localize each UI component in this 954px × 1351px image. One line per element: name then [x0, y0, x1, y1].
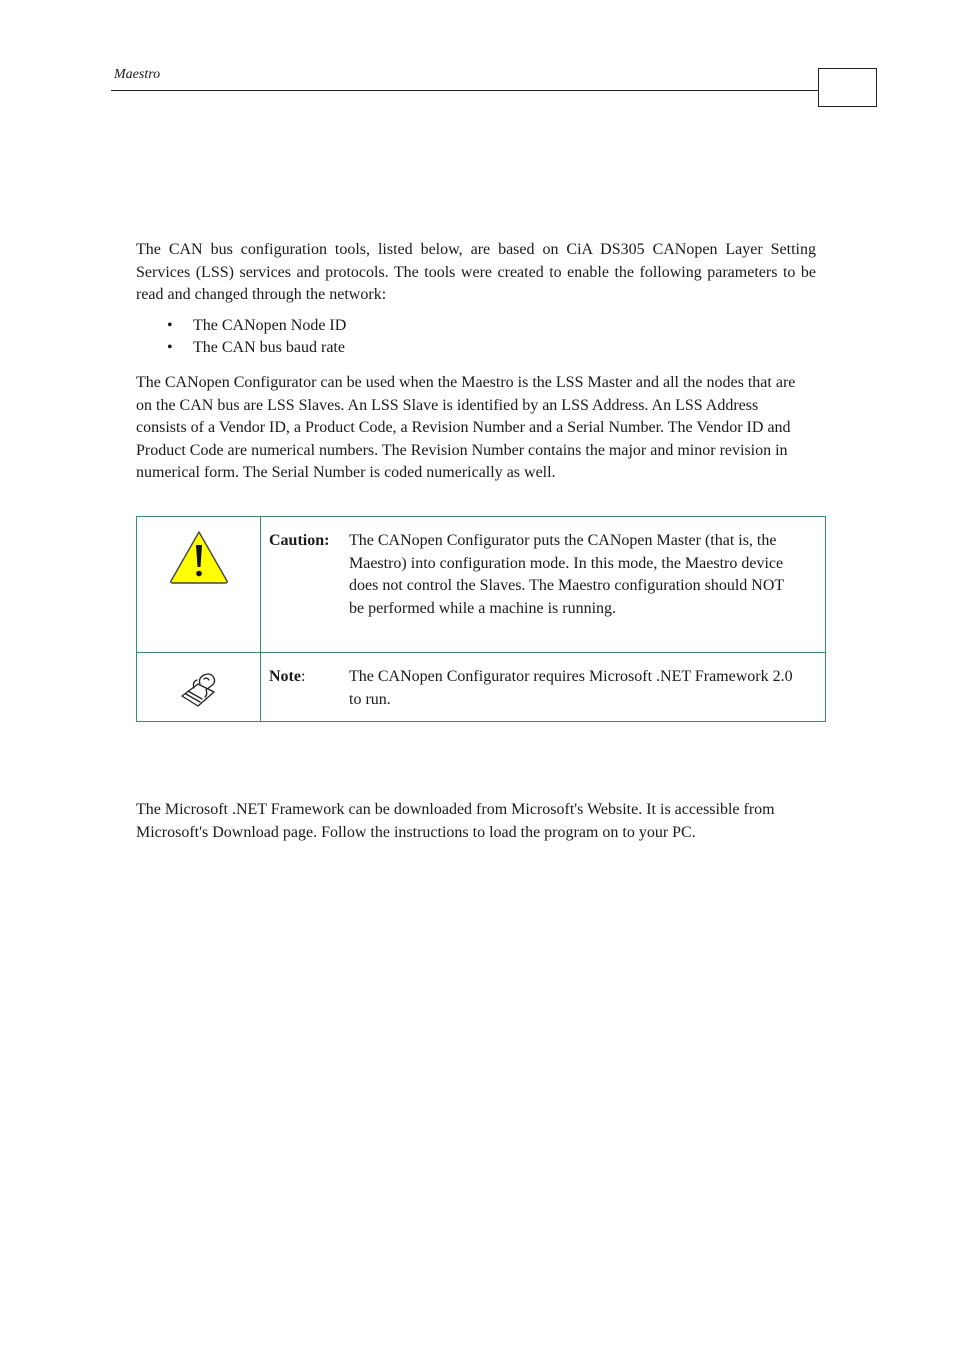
note-icon-cell	[137, 653, 261, 722]
caution-row	[137, 517, 826, 653]
bullet-list	[136, 315, 346, 359]
list-item: • The CANopen Node ID	[136, 315, 346, 337]
note-text: The CANopen Configurator requires Microsoft .NET Framework 2.0 to run.	[349, 668, 793, 708]
caution-text-cell	[261, 517, 826, 653]
body-paragraph: The CANopen Configurator can be used when the Maestro is the LSS Master and all the nodes that are on the CAN bus are LSS Slaves. An LSS Slave is identified by an LSS Address. An LSS Address consists of a Vendor ID, a Product Code, a Revision Number and a Serial Number. The Vendor ID and Product Code are numerical numbers. The Revision Number contains the major and minor revision in numerical form. The Serial Number is coded numerically as well.	[136, 374, 796, 481]
header-rule	[111, 90, 819, 91]
note-text-cell	[261, 653, 826, 722]
intro-paragraph: The CAN bus configuration tools, listed below, are based on CiA DS305 CANopen Layer Setting Services (LSS) services and protocols. The tools were created to enable the following parameters to be read and changed through the network:	[136, 241, 816, 303]
note-row	[137, 653, 826, 722]
header-title: Maestro	[114, 67, 161, 82]
note-label-colon: :	[300, 668, 306, 685]
note-label-text: Note	[269, 668, 301, 685]
download-paragraph: The Microsoft .NET Framework can be downloaded from Microsoft's Website. It is accessible from Microsoft's Download page. Follow the instructions to load the program on to your PC.	[136, 801, 775, 841]
page-number-box	[818, 68, 877, 107]
callout-table	[136, 516, 826, 722]
warning-triangle-icon	[168, 529, 230, 585]
caution-label: Caution:	[269, 532, 330, 549]
caution-icon-cell	[137, 517, 261, 653]
caution-text: The CANopen Configurator puts the CANopen Master (that is, the Maestro) into configuration mode. In this mode, the Maestro device does not control the Slaves. The Maestro configuration should NOT be performed while a machine is running.	[349, 532, 784, 617]
note-label	[269, 666, 349, 711]
note-hand-icon	[178, 670, 220, 710]
list-item: • The CAN bus baud rate	[136, 337, 346, 359]
